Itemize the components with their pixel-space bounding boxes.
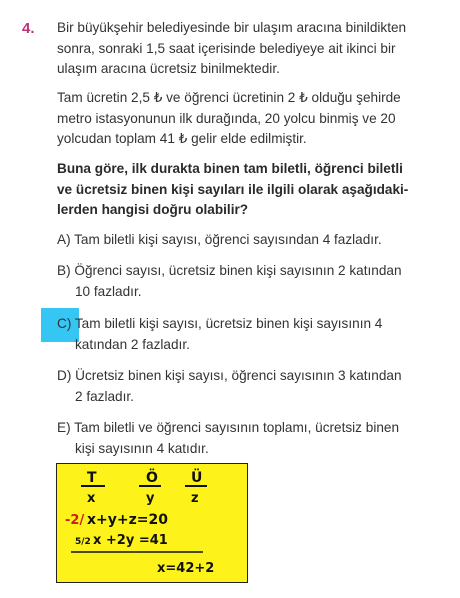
- option-d[interactable]: [57, 366, 437, 407]
- option-text: Tam biletli ve öğrenci sayısının toplamı, ücretsiz binen: [74, 420, 400, 435]
- intro-line: ulaşım aracına ücretsiz binilmektedir.: [57, 61, 280, 76]
- note-header-o: Ö: [146, 470, 158, 486]
- question-intro: [57, 18, 429, 80]
- option-letter: B): [57, 263, 71, 278]
- option-text: 10 fazladır.: [75, 283, 142, 299]
- option-text: katından 2 fazladır.: [75, 336, 190, 352]
- option-text: Öğrenci sayısı, ücretsiz binen kişi sayısının 2 katından: [74, 263, 402, 278]
- question-info: [57, 88, 429, 150]
- option-letter: D): [57, 368, 72, 383]
- option-text: Tam biletli kişi sayısı, ücretsiz binen kişi sayısının 4: [74, 316, 383, 331]
- info-line: metro istasyonunun ilk durağında, 20 yolcu binmiş ve 20: [57, 110, 396, 126]
- option-text: kişi sayısının 4 katıdır.: [75, 440, 209, 456]
- note-eq1-factor: -2/: [65, 513, 85, 528]
- option-b[interactable]: [57, 261, 437, 302]
- note-header-u: Ü: [191, 470, 203, 486]
- option-text: Tam biletli kişi sayısı, öğrenci sayısından 4 fazladır.: [74, 232, 382, 247]
- prompt-line: Buna göre, ilk durakta binen tam biletli, öğrenci biletli: [57, 161, 403, 176]
- note-var-x: x: [87, 491, 96, 506]
- prompt-line: lerden hangisi doğru olabilir?: [57, 202, 249, 217]
- note-eq1: x+y+z=20: [87, 512, 168, 528]
- info-line: yolcudan toplam 41 ₺ gelir elde edilmiştir.: [57, 131, 307, 146]
- handwritten-note: [56, 463, 248, 583]
- option-letter: C): [57, 316, 72, 331]
- option-letter: A): [57, 232, 71, 247]
- prompt-line: ve ücretsiz binen kişi sayıları ile ilgili olarak aşağıdaki-: [57, 181, 409, 197]
- intro-line: Bir büyükşehir belediyesinde bir ulaşım aracına binildikten: [57, 20, 407, 35]
- option-text: 2 fazladır.: [75, 388, 134, 404]
- option-letter: E): [57, 420, 71, 435]
- option-a[interactable]: [57, 230, 437, 251]
- note-result: x=42+2: [157, 561, 215, 576]
- intro-line: sonra, sonraki 1,5 saat içerisinde belediyeye ait ikinci bir: [57, 40, 396, 56]
- note-var-z: z: [191, 491, 199, 506]
- question-number: 4.: [22, 20, 35, 37]
- note-header-t: T: [87, 470, 97, 486]
- option-e[interactable]: [57, 418, 437, 459]
- note-eq2: x +2y =41: [93, 533, 168, 548]
- info-line: Tam ücretin 2,5 ₺ ve öğrenci ücretinin 2 ₺ olduğu şehirde: [57, 90, 401, 105]
- question-prompt: [57, 159, 429, 221]
- option-c[interactable]: [57, 314, 437, 355]
- option-text: Ücretsiz binen kişi sayısı, öğrenci sayısının 3 katından: [75, 368, 402, 383]
- note-var-y: y: [146, 491, 155, 506]
- note-eq2-coef: 5/2: [75, 537, 91, 547]
- note-canvas: [57, 464, 247, 582]
